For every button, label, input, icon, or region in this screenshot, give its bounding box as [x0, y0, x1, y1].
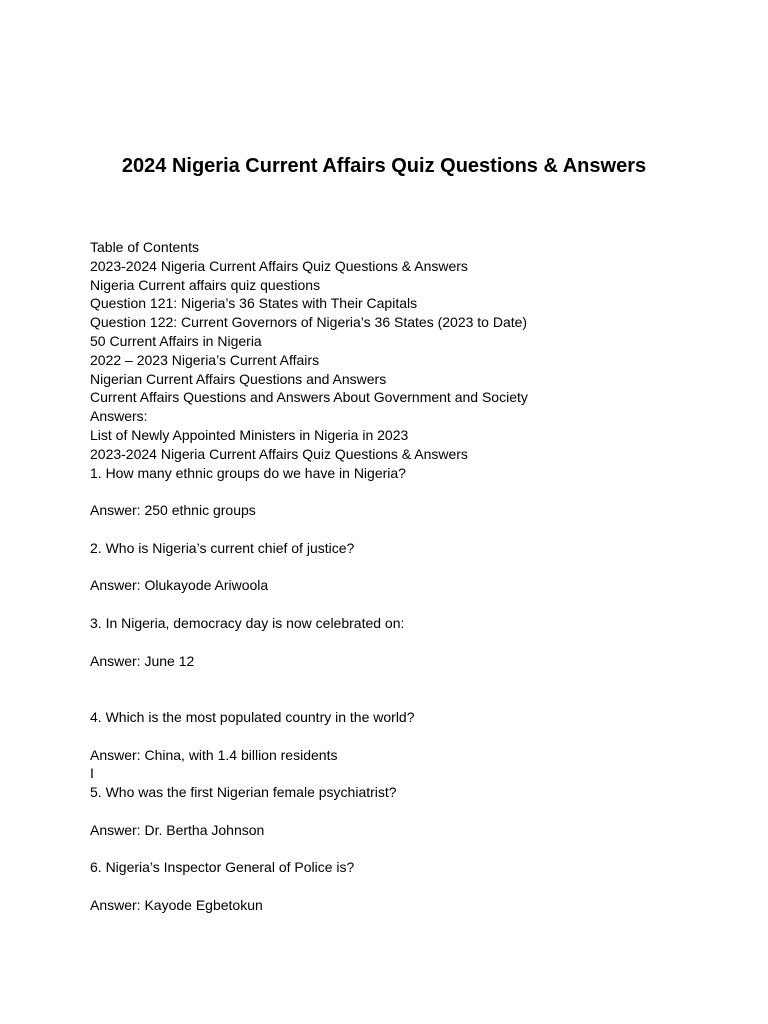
question-text: 3. In Nigeria, democracy day is now celebrated on:	[90, 614, 405, 631]
toc-item: Question 121: Nigeria’s 36 States with Their Capitals	[90, 295, 418, 312]
question-text: 4. Which is the most populated country in the world?	[90, 708, 415, 725]
answer-text: Answer: China, with 1.4 billion residents	[90, 746, 338, 763]
blank-line	[90, 558, 730, 577]
blank-line	[90, 840, 730, 859]
stray-mark: I	[90, 765, 94, 782]
blank-line	[90, 802, 730, 821]
blank-line	[90, 727, 730, 746]
document-title: 2024 Nigeria Current Affairs Quiz Questions & Answers	[121, 155, 647, 177]
toc-item: Answers:	[90, 408, 148, 425]
answer-text: Answer: Olukayode Ariwoola	[90, 577, 269, 594]
question-text: 2. Who is Nigeria’s current chief of justice?	[90, 539, 355, 556]
toc-item: 2023-2024 Nigeria Current Affairs Quiz Questions & Answers	[90, 445, 468, 462]
answer-text: Answer: 250 ethnic groups	[90, 502, 256, 519]
question-text: 6. Nigeria’s Inspector General of Police is?	[90, 859, 355, 876]
toc-item: Nigeria Current affairs quiz questions	[90, 276, 321, 293]
toc-item: Nigerian Current Affairs Questions and Answers	[90, 370, 387, 387]
blank-line	[90, 877, 730, 896]
answer-text: Answer: Dr. Bertha Johnson	[90, 821, 265, 838]
question-text: 5. Who was the first Nigerian female psychiatrist?	[90, 784, 397, 801]
blank-line	[90, 670, 730, 708]
toc-heading: Table of Contents	[90, 239, 199, 255]
answer-text: Answer: Kayode Egbetokun	[90, 896, 263, 913]
answer-text: Answer: June 12	[90, 652, 195, 669]
question-text: 1. How many ethnic groups do we have in Nigeria?	[90, 464, 406, 481]
blank-line	[90, 520, 730, 539]
toc-item: Question 122: Current Governors of Nigeria’s 36 States (2023 to Date)	[90, 314, 528, 331]
toc-item: 2023-2024 Nigeria Current Affairs Quiz Questions & Answers	[90, 257, 468, 274]
toc-item: Current Affairs Questions and Answers About Government and Society	[90, 389, 528, 406]
blank-line	[90, 633, 730, 652]
toc-item: List of Newly Appointed Ministers in Nigeria in 2023	[90, 426, 409, 443]
document-body	[90, 238, 730, 915]
blank-line	[90, 595, 730, 614]
toc-item: 50 Current Affairs in Nigeria	[90, 332, 262, 349]
toc-item: 2022 – 2023 Nigeria’s Current Affairs	[90, 351, 320, 368]
blank-line	[90, 482, 730, 501]
